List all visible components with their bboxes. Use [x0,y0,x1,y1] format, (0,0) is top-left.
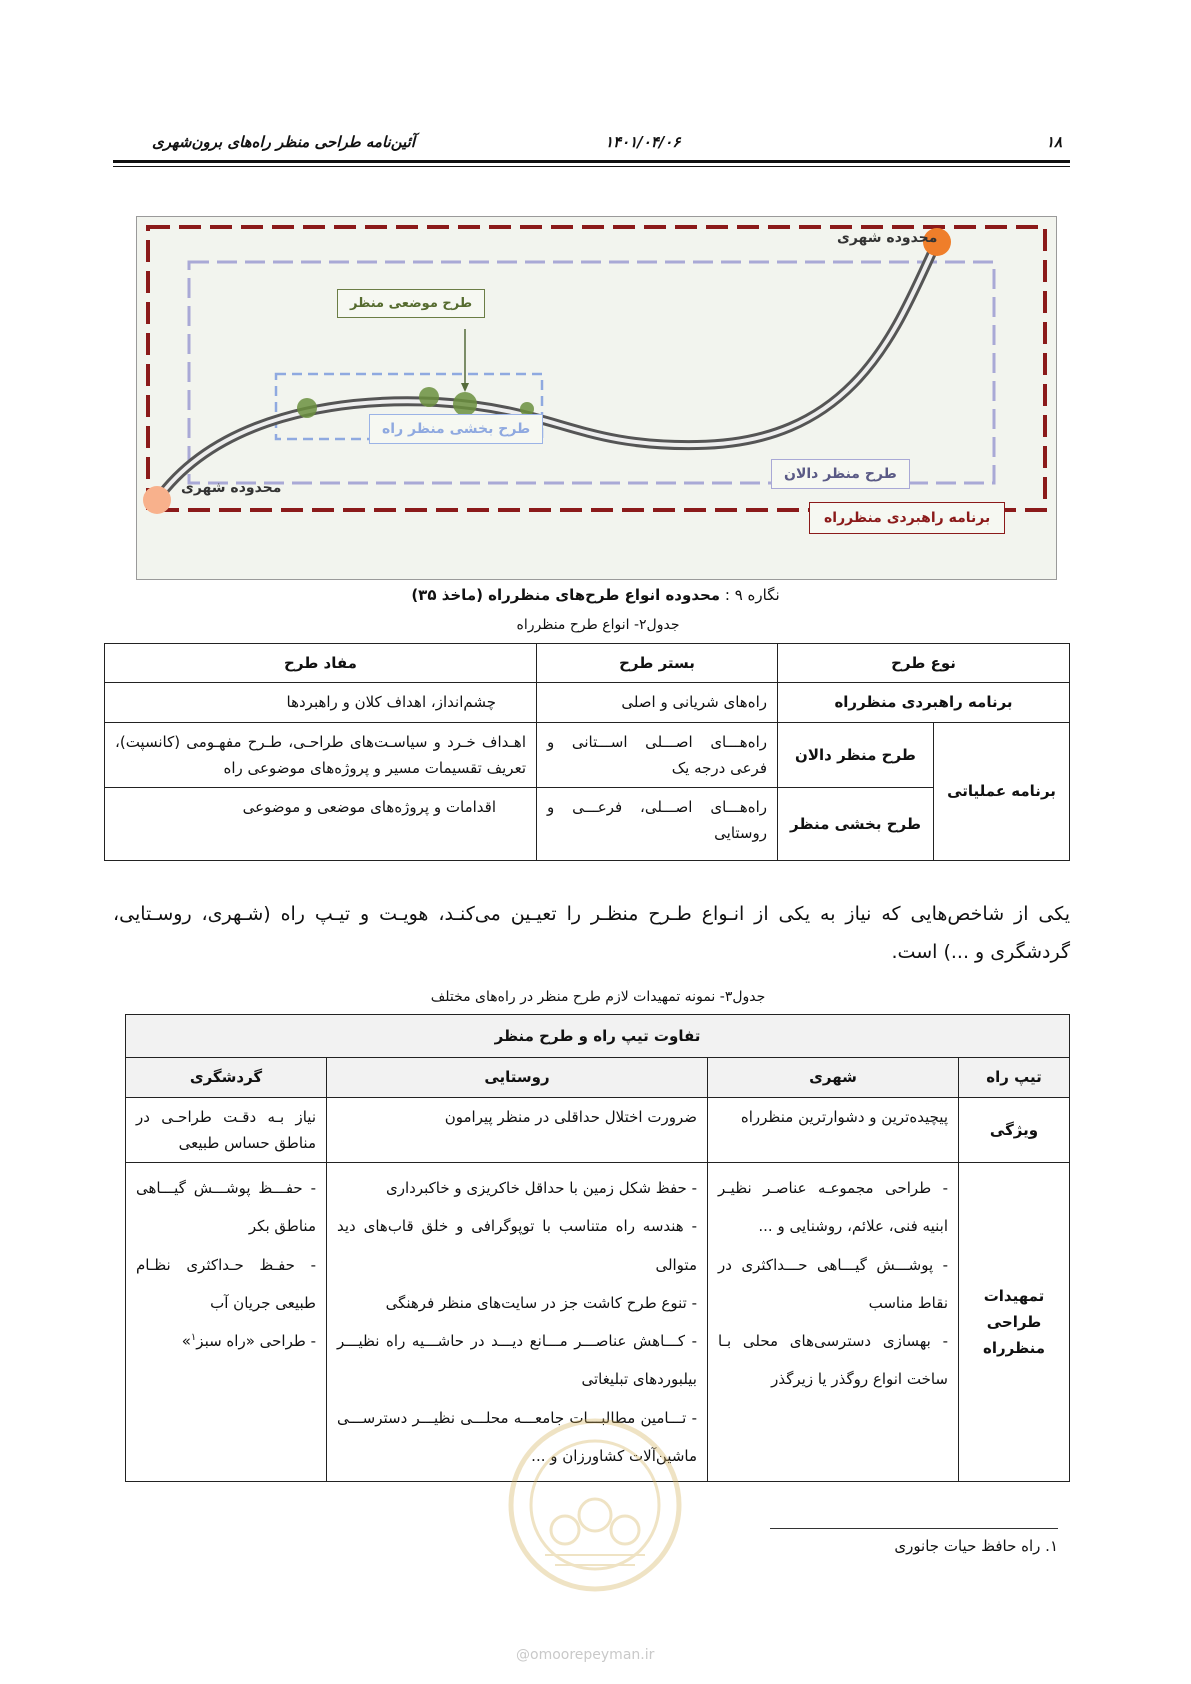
local-node [297,398,317,418]
list-item: - حفـــظ پوشـــش گیـــاهی مناطق بکر [136,1179,316,1236]
list-item: - بهسازی دسترسی‌های محلی بـا ساخت انواع روگذر یا زیرگذر [718,1332,948,1389]
table3 [125,1014,1070,1482]
table2-row2-content: اهـداف خـرد و سیاسـت‌های طراحـی، طـرح مفهـومی (کانسپت)، تعریف تقسیمات مسیر و پروژه‌های موضوعی راه [105,722,537,788]
table2-row1-bed: راه‌های شریانی و اصلی [537,683,778,722]
table3-row2-urban [708,1163,959,1482]
footnote-ref: ۱ [190,1332,197,1343]
table3-header-urban: شهری [708,1058,959,1097]
table3-row2-tourism [126,1163,327,1482]
header-date: ۱۴۰۱/۰۴/۰۶ [605,133,681,151]
table-row [105,683,1070,722]
local-node [419,387,439,407]
table3-caption: جدول۳- نمونه تمهیدات لازم طرح منظر در راه‌های مختلف [430,989,766,1005]
table2-row1-content: چشم‌انداز، اهداف کلان و راهبردها [105,683,537,722]
urban-limit-point-start [143,486,171,514]
table2-header-content: مفاد طرح [105,644,537,683]
strategic-program-boundary [148,227,1045,510]
list-item: - پوشـــش گیـــاهی حـــداکثری در نقاط مناسب [718,1255,948,1312]
list-item: - تـــامین مطالبـــات جامعـــه محلـــی نظیـــر دسترســـی ماشین‌آلات کشاورزان و ... [337,1408,697,1465]
urban-limit-label-bottom: محدوده شهری [181,480,282,496]
list-item: - حفظ شکل زمین با حداقل خاکریزی و خاکبرداری [386,1179,697,1197]
table2-caption: جدول۲- انواع طرح منظرراه [516,617,680,633]
header-rule-thick [113,160,1070,163]
table2-header-bed: بستر طرح [537,644,778,683]
list-item-close-quote: » [181,1332,191,1350]
corridor-design-label: طرح منظر دالان [771,459,910,489]
list-item: - حفـظ حـداکثری نظـام طبیعی جریان آب [136,1255,316,1312]
strategic-program-label: برنامه راهبردی منظرراه [809,502,1005,534]
figure-caption-title: محدوده انواع طرح‌های منظرراه (ماخذ ۳۵) [411,586,721,604]
table2-row3-type: طرح بخشی منظر [778,788,934,861]
sectional-design-label: طرح بخشی منظر راه [369,414,543,444]
table2-row3-bed: راه‌هـــای اصـــلی، فرعـــی و روستایی [537,788,778,861]
table2-row2-type: طرح منظر دالان [778,722,934,788]
table2-group-label: برنامه عملیاتی [934,722,1070,861]
header-rule-thin [113,166,1070,167]
table3-row1-tourism: نیاز بـه دقـت طراحـی در مناطق حساس طبیعی [126,1097,327,1163]
body-paragraph: یکی از شاخص‌هایی که نیاز به یکی از انـواع طـرح منظـر را تعیـین می‌کنـد، هویـت و تیـپ راه (شـهری، روسـتایی، گردشگری و ...) است. [113,903,1070,963]
table2-row1-type: برنامه راهبردی منظرراه [778,683,1070,722]
table3-header-rural: روستایی [327,1058,708,1097]
table-row [126,1058,1070,1097]
table3-row1-rural: ضرورت اختلال حداقلی در منظر پیرامون [327,1097,708,1163]
urban-limit-label-top: محدوده شهری [837,230,938,246]
table3-header-type: تیپ راه [959,1058,1070,1097]
list-item: - کـــاهش عناصـــر مـــانع دیـــد در حاشـــیه راه نظیـــر بیلبوردهای تبلیغاتی [337,1332,697,1389]
list-item [136,1322,316,1360]
list-item-text: - طراحی «راه سبز [196,1332,316,1350]
table2-row3-content: اقدامات و پروژه‌های موضعی و موضوعی [105,788,537,861]
local-design-label: طرح موضعی منظر [337,289,485,318]
footnote-rule [770,1528,1058,1529]
page-number: ۱۸ [1046,133,1063,151]
list-item: - هندسه راه متناسب با توپوگرافی و خلق قاب‌های دید متوالی [337,1217,697,1274]
corridor-boundary [189,262,994,483]
figure-caption-prefix: نگاره ۹ : [724,586,780,604]
table3-title: تفاوت تیپ راه و طرح منظر [126,1015,1070,1058]
table2-header-type: نوع طرح [778,644,1070,683]
table3-row1-urban: پیچیده‌ترین و دشوارترین منظرراه [708,1097,959,1163]
figure-caption [0,586,1191,604]
table3-row2-label: تمهیدات طراحی منظرراه [959,1163,1070,1482]
list-item: - تنوع طرح کاشت جز در سایت‌های منظر فرهنگی [385,1293,697,1312]
table-row [105,788,1070,861]
local-arrow-head [461,383,469,392]
figure-landscape-plan-extents [136,216,1057,580]
table-row [126,1015,1070,1058]
table-row [126,1097,1070,1163]
header-title: آئین‌نامه طراحی منظر راه‌های برون‌شهری [152,133,415,151]
table-row [105,722,1070,788]
watermark-url: @omoorepeyman.ir [516,1647,655,1663]
table3-header-tourism: گردشگری [126,1058,327,1097]
footnote: ۱. راه حافظ حیات جانوری [894,1537,1058,1555]
table3-row1-label: ویژگی [959,1097,1070,1163]
table-row [105,644,1070,683]
local-node [453,392,477,416]
watermark-seal-icon [505,1415,685,1595]
table2 [104,643,1070,861]
list-item: - طراحی مجموعـه عناصـر نظیـر ابنیه فنی، علائم، روشنایی و ... [718,1179,948,1236]
table2-row2-bed: راه‌هـــای اصـــلی اســـتانی و فرعی درجه یک [537,722,778,788]
